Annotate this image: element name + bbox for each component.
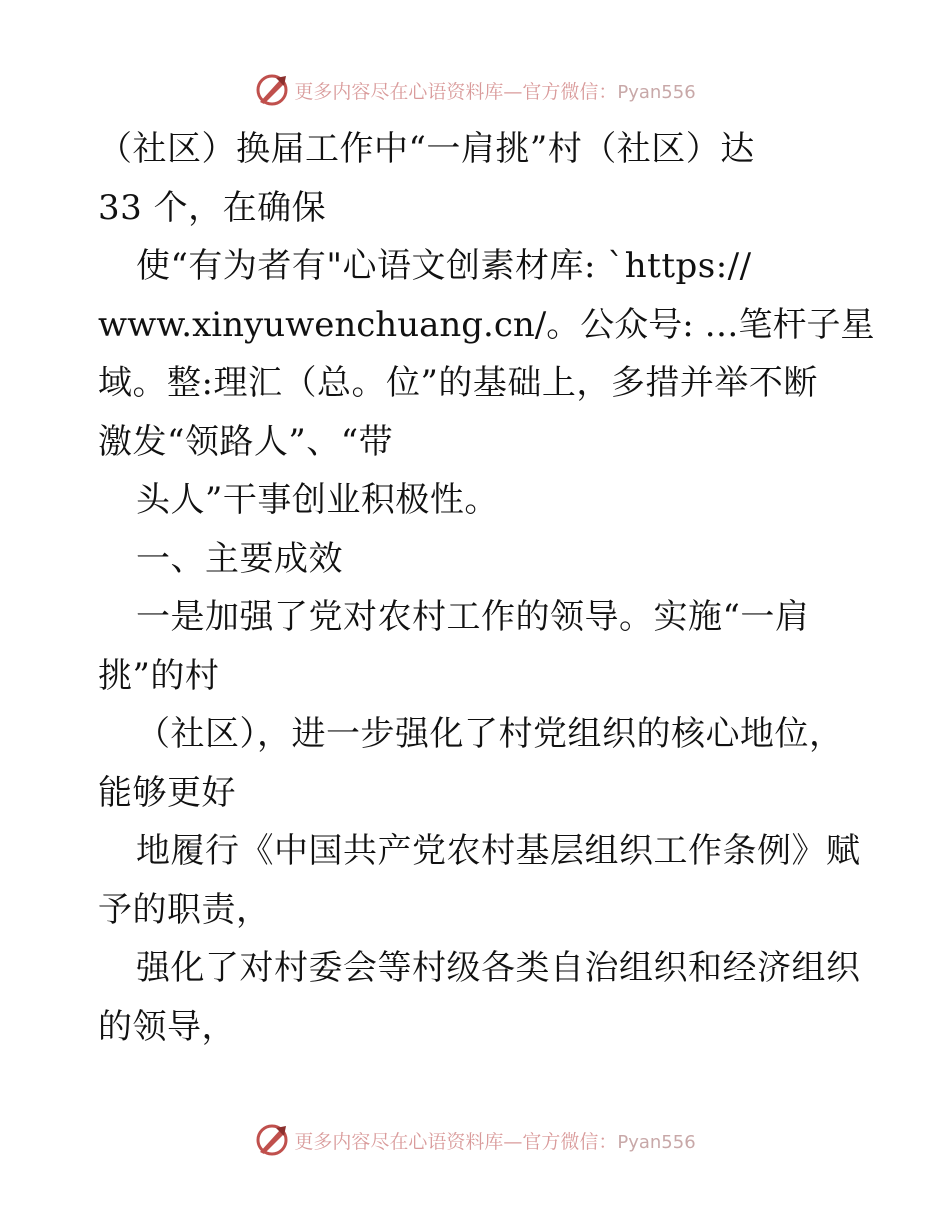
footer-wechat-id: Pyan556 — [617, 1131, 696, 1153]
body-line: www.xinyuwenchuang.cn/。公众号: …笔杆子星 — [98, 304, 875, 345]
header-wechat-id: Pyan556 — [617, 81, 696, 103]
body-line: 头人”干事创业积极性。 — [136, 480, 499, 520]
document-body — [98, 120, 875, 1056]
body-line: 强化了对村委会等村级各类自治组织和经济组织 — [136, 948, 861, 988]
body-line: 能够更好 — [98, 772, 236, 813]
body-line: 予的职责， — [98, 889, 271, 930]
body-line: 激发“领路人”、“带 — [98, 421, 394, 462]
pen-logo-icon — [254, 72, 290, 108]
body-line: 的领导， — [98, 1006, 236, 1047]
header-banner-text: 更多内容尽在心语资料库—官方微信：Pyan556 — [294, 80, 696, 103]
footer-banner-text: 更多内容尽在心语资料库—官方微信：Pyan556 — [294, 1130, 696, 1153]
header-banner — [0, 70, 950, 110]
body-line: 33 个，在确保 — [98, 187, 327, 228]
body-line: 一是加强了党对农村工作的领导。实施“一肩 — [136, 597, 810, 637]
body-line: 挑”的村 — [98, 655, 220, 696]
pen-logo-icon — [254, 1122, 290, 1158]
body-line: 使“有为者有"心语文创素材库: `https:// — [136, 246, 752, 286]
section-heading: 一、主要成效 — [136, 538, 343, 579]
body-line: （社区），进一步强化了村党组织的核心地位， — [136, 714, 844, 754]
footer-banner — [0, 1120, 950, 1160]
body-line: （社区）换届工作中“一肩挑”村（社区）达 — [98, 129, 755, 169]
body-line: 域。整:理汇（总。位”的基础上，多措并举不断 — [98, 363, 818, 403]
body-line: 地履行《中国共产党农村基层组织工作条例》赋 — [136, 831, 861, 871]
